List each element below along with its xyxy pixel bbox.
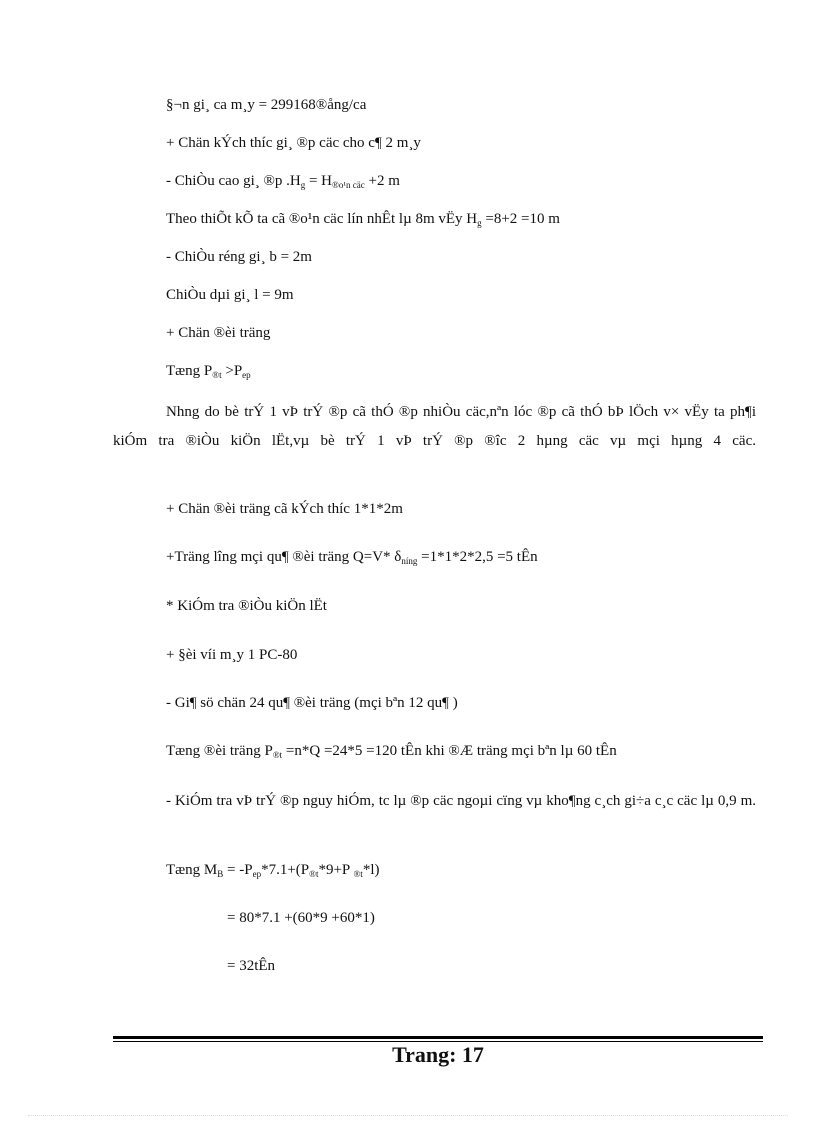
text-line-overturning-check-heading: * KiÓm tra ®iÒu kiÖn lËt [166, 598, 327, 614]
subscript: ®t [309, 869, 319, 879]
formula-part: Theo thiÕt kÕ ta cã ®o¹n cäc lín nhÊt lµ 8m vËy H [166, 211, 478, 227]
text-line-moment-substitution: = 80*7.1 +(60*9 +60*1) [227, 910, 375, 926]
text-line-counterweight-weight [166, 547, 538, 567]
text-line-machine-shift-cost: §¬n gi¸ ca m¸y = 299168®ång/ca [166, 97, 367, 113]
formula-part: *9+P [318, 862, 354, 878]
subscript: ®o¹n cäc [332, 180, 365, 190]
formula-part: +2 m [364, 173, 400, 189]
text-line-moment-formula [166, 860, 379, 880]
text-line-counterweight-size: + Chän ®èi träng cã kÝch thíc 1*1*2m [166, 501, 403, 517]
formula-part: =n*Q =24*5 =120 tÊn khi ®Æ träng mçi bªn lµ 60 tÊn [282, 743, 617, 759]
text-line-assume-counterweights: - Gi¶ sö chän 24 qu¶ ®èi träng (mçi bªn 12 qu¶ ) [166, 695, 458, 711]
text-line-total-counterweight [166, 741, 617, 761]
text-line-frame-width: - ChiÒu réng gi¸ b = 2m [166, 249, 312, 265]
formula-part: =8+2 =10 m [481, 211, 560, 227]
formula-part: Tæng P [166, 363, 213, 379]
subscript: ®t [272, 750, 283, 760]
formula-part: >P [221, 363, 243, 379]
subscript: B [217, 869, 224, 879]
paragraph-overturning-check-note: Nhng do bè trÝ 1 vÞ trÝ ®p cã thÓ ®p nhiÒu cäc,nªn lóc ®p cã thÓ bÞ lÖch v× vËy ta ph¶i kiÓm tra ®iÒu kiÖn lËt,vµ bè trÝ 1 vÞ trÝ ®p ®îc 2 hµng cäc vµ mçi hµng 4 cäc. [113, 404, 756, 449]
paragraph-dangerous-position-check: - KiÓm tra vÞ trÝ ®p nguy hiÓm, tc lµ ®p cäc ngoµi cïng vµ kho¶ng c¸ch gi÷a c¸c cäc lµ 0,9 m. [166, 793, 756, 809]
text-line-frame-height-formula [166, 171, 400, 191]
text-line-choose-pile-driving-frame: + Chän kÝch thíc gi¸ ®p cäc cho c¶ 2 m¸y [166, 135, 421, 151]
formula-part: =1*1*2*2,5 =5 tÊn [417, 549, 538, 565]
subscript: ®t [353, 869, 363, 879]
formula-part: = -P [223, 862, 253, 878]
formula-part: Tæng ®èi träng P [166, 743, 273, 759]
subscript: ep [252, 869, 262, 879]
text-line-total-condition [166, 361, 251, 381]
footer-rule [113, 1036, 763, 1039]
subscript: g [477, 218, 482, 228]
subscript: g [300, 180, 306, 190]
text-line-choose-counterweight: + Chän ®èi träng [166, 325, 271, 341]
text-line-frame-length: ChiÒu dµi gi¸ l = 9m [166, 287, 294, 303]
formula-part: Tæng M [166, 862, 218, 878]
page-bottom-dotted-border [28, 1115, 788, 1116]
text-line-frame-height-value [166, 209, 560, 229]
formula-part: *7.1+(P [261, 862, 310, 878]
formula-part: - ChiÒu cao gi¸ ®p .H [166, 173, 301, 189]
subscript: níng [401, 556, 418, 566]
page-number-footer: Trang: 17 [392, 1042, 484, 1067]
formula-part: = H [305, 173, 333, 189]
formula-part: +Träng lîng mçi qu¶ ®èi träng Q=V* δ [166, 549, 402, 565]
text-line-moment-result: = 32tÊn [227, 958, 276, 974]
subscript: ®t [212, 370, 222, 380]
text-line-machine-pc80: + §èi víi m¸y 1 PC-80 [166, 647, 298, 663]
formula-part: *l) [362, 862, 380, 878]
subscript: ep [242, 370, 251, 380]
